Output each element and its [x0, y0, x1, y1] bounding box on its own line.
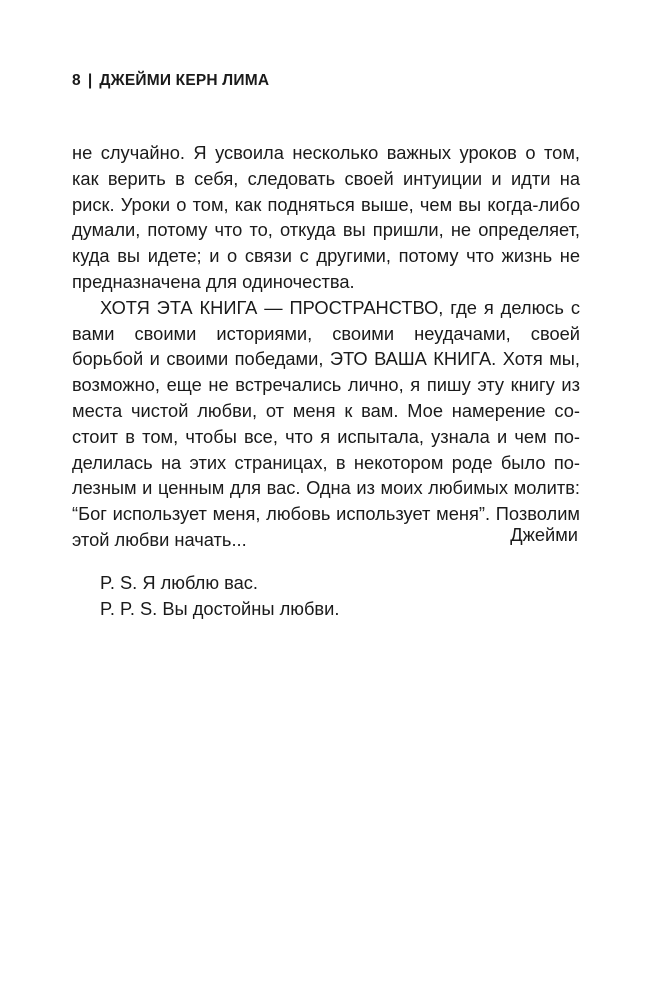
header-separator: | — [87, 72, 93, 89]
page-number: 8 — [72, 72, 81, 89]
signature: Джейми — [510, 524, 578, 545]
body-text — [72, 140, 580, 553]
paragraph-continuation: не случайно. Я усвоила несколько важных уроков о том, как верить в себя, следовать своей интуиции и идти на риск. Уроки о том, как подняться выше, чем вы когда-либо думали, потому что то, откуда вы пришли, не определяет, куда вы идете; и о связи с другими, потому что жизнь не предназначена для одиночества. — [72, 142, 580, 292]
paragraph-book-intro: ХОТЯ ЭТА КНИГА — ПРОСТРАНСТВО, где я делюсь с вами своими историями, своими неудачами, своей борьбой и своими победами, ЭТО ВАША КНИГА. Хотя мы, возможно, еще не встречались лично, я пишу эту книгу из места чистой любви, от меня к вам. Мое намерение состоит в том, чтобы все, что я испытала, узнала и чем поделилась на этих страницах, в некотором роде было полезным и ценным для вас. Одна из моих любимых молитв: “Бог использует меня, любовь использует меня”. Позволим этой любви начать... — [72, 296, 580, 550]
author-name: ДЖЕЙМИ КЕРН ЛИМА — [99, 72, 270, 89]
postscript-block — [100, 570, 339, 622]
running-head — [72, 72, 269, 90]
postscript-line: P. S. Я люблю вас. — [100, 572, 259, 593]
postscript-line: P. P. S. Вы достойны любви. — [100, 597, 340, 619]
